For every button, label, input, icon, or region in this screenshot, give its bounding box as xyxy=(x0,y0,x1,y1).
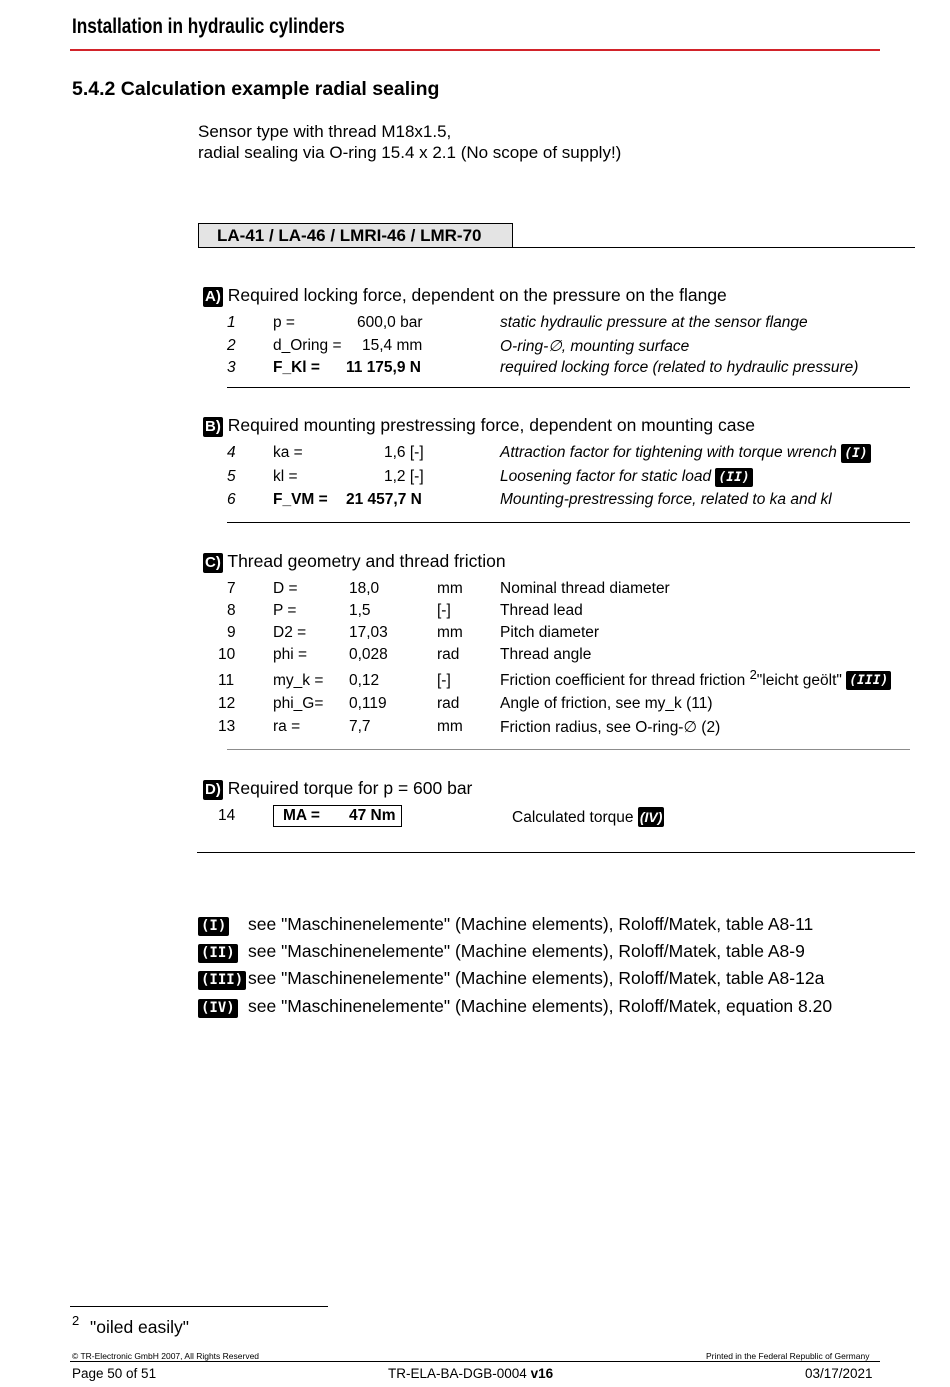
row-1-value: 600,0 bar xyxy=(357,314,423,331)
section-a-title: Required locking force, dependent on the pressure on the flange xyxy=(227,285,727,305)
row-10-description: Thread angle xyxy=(500,646,592,663)
row-7-symbol: D = xyxy=(273,580,298,597)
section-d-heading xyxy=(203,778,472,800)
row-3-symbol: F_Kl = xyxy=(273,359,320,376)
section-a-heading xyxy=(203,285,727,307)
section-c-title: Thread geometry and thread friction xyxy=(227,551,506,571)
section-b-title: Required mounting prestressing force, dependent on mounting case xyxy=(227,415,755,435)
section-c-rule xyxy=(227,749,910,750)
row-4-description: Attraction factor for tightening with torque wrench (I) xyxy=(500,444,871,463)
row-1-description: static hydraulic pressure at the sensor flange xyxy=(500,314,808,331)
section-b-badge: B) xyxy=(205,418,221,435)
row-4-value: 1,6 [-] xyxy=(384,444,424,461)
row-5-value: 1,2 [-] xyxy=(384,468,424,485)
row-11-description: Friction coefficient for thread friction 2"leicht geölt" (III) xyxy=(500,668,891,687)
row-8-number: 8 xyxy=(227,602,236,619)
row-6-description: Mounting-prestressing force, related to ka and kl xyxy=(500,491,832,508)
page-number: Page 50 of 51 xyxy=(72,1366,157,1381)
section-title: 5.4.2 Calculation example radial sealing xyxy=(72,78,440,100)
ref-tag-ii: (II) xyxy=(198,944,238,963)
header-divider xyxy=(70,49,880,51)
footer-divider xyxy=(70,1361,880,1362)
row-14-symbol: MA = xyxy=(283,807,320,824)
row-9-value: 17,03 xyxy=(349,624,388,641)
ref-ii-badge: (II) xyxy=(715,468,752,487)
reference-1-text: see "Maschinenelemente" (Machine elements), Roloff/Matek, table A8-11 xyxy=(248,914,814,934)
ref-tag-iv: (IV) xyxy=(198,999,238,1018)
row-7-description: Nominal thread diameter xyxy=(500,580,670,597)
reference-4-text: see "Maschinenelemente" (Machine elements), Roloff/Matek, equation 8.20 xyxy=(248,996,833,1016)
row-3-description: required locking force (related to hydraulic pressure) xyxy=(500,359,859,376)
intro-line-2: radial sealing via O-ring 15.4 x 2.1 (No scope of supply!) xyxy=(198,143,622,162)
row-6-value: 21 457,7 N xyxy=(346,491,422,508)
row-12-description: Angle of friction, see my_k (11) xyxy=(500,695,713,712)
ref-i-badge: (I) xyxy=(841,444,870,463)
section-d-title: Required torque for p = 600 bar xyxy=(227,778,473,798)
row-14-number: 14 xyxy=(218,807,236,824)
copyright: © TR-Electronic GmbH 2007, All Rights Reserved xyxy=(72,1351,260,1361)
row-13-number: 13 xyxy=(218,718,236,735)
footnote-number: 2 xyxy=(72,1313,80,1328)
row-6-number: 6 xyxy=(227,491,236,508)
row-7-unit: mm xyxy=(437,580,463,597)
row-9-symbol: D2 = xyxy=(273,624,307,641)
model-rule xyxy=(512,247,915,248)
row-10-value: 0,028 xyxy=(349,646,388,663)
ref-tag-iii: (III) xyxy=(198,971,246,990)
row-5-symbol: kl = xyxy=(273,468,298,485)
header-title: Installation in hydraulic cylinders xyxy=(72,15,345,38)
document-id: TR-ELA-BA-DGB-0004 v16 xyxy=(388,1366,554,1381)
row-5-number: 5 xyxy=(227,468,236,485)
row-11-number: 11 xyxy=(218,672,235,689)
row-2-number: 2 xyxy=(227,337,236,354)
row-5-description: Loosening factor for static load (II) xyxy=(500,468,753,487)
reference-3-text: see "Maschinenelemente" (Machine elements), Roloff/Matek, table A8-12a xyxy=(248,968,825,988)
section-a-rule xyxy=(227,387,910,388)
row-11-value: 0,12 xyxy=(349,672,380,689)
intro-line-1: Sensor type with thread M18x1.5, xyxy=(198,122,452,141)
row-12-value: 0,119 xyxy=(349,695,387,712)
row-3-number: 3 xyxy=(227,359,236,376)
section-d-rule xyxy=(197,852,915,853)
document-date: 03/17/2021 xyxy=(805,1366,873,1381)
row-12-symbol: phi_G= xyxy=(273,695,324,712)
document-version: v16 xyxy=(530,1366,554,1381)
row-11-unit: [-] xyxy=(437,672,451,689)
row-13-description: Friction radius, see O-ring-∅ (2) xyxy=(500,719,721,736)
footnote-text: "oiled easily" xyxy=(90,1317,190,1337)
section-b-heading xyxy=(203,415,755,437)
row-7-number: 7 xyxy=(227,580,236,597)
row-8-unit: [-] xyxy=(437,602,451,619)
row-4-symbol: ka = xyxy=(273,444,303,461)
section-b-rule xyxy=(227,522,910,523)
row-10-unit: rad xyxy=(437,646,460,663)
torque-result-box xyxy=(273,805,402,827)
row-9-description: Pitch diameter xyxy=(500,624,600,641)
row-12-unit: rad xyxy=(437,695,460,712)
ref-iii-badge: (III) xyxy=(846,671,891,690)
row-8-value: 1,5 xyxy=(349,602,371,619)
row-2-symbol: d_Oring = xyxy=(273,337,342,354)
ref-tag-i: (I) xyxy=(198,917,229,936)
row-1-symbol: p = xyxy=(273,314,295,331)
ref-iv-badge: (IV) xyxy=(639,809,663,825)
row-6-symbol: F_VM = xyxy=(273,491,328,508)
row-2-value: 15,4 mm xyxy=(362,337,423,354)
row-8-symbol: P = xyxy=(273,602,297,619)
model-tag: LA-41 / LA-46 / LMRI-46 / LMR-70 xyxy=(198,223,513,248)
row-14-value: 47 Nm xyxy=(349,807,396,824)
row-4-number: 4 xyxy=(227,444,236,461)
row-3-value: 11 175,9 N xyxy=(346,359,421,376)
footnote-ref: 2 xyxy=(749,667,757,682)
row-1-number: 1 xyxy=(227,314,236,331)
row-11-symbol: my_k = xyxy=(273,672,324,689)
section-d-badge: D) xyxy=(205,781,221,798)
row-13-value: 7,7 xyxy=(349,718,371,735)
row-13-unit: mm xyxy=(437,718,463,735)
section-a-badge: A) xyxy=(205,288,221,305)
reference-2-text: see "Maschinenelemente" (Machine elements), Roloff/Matek, table A8-9 xyxy=(248,941,805,961)
row-9-number: 9 xyxy=(227,624,236,641)
reference-1 xyxy=(198,914,229,936)
section-c-badge: C) xyxy=(205,554,221,571)
row-9-unit: mm xyxy=(437,624,463,641)
row-10-symbol: phi = xyxy=(273,646,308,663)
reference-2 xyxy=(198,941,238,963)
row-2-description: O-ring-∅, mounting surface xyxy=(500,338,690,355)
row-14-description: Calculated torque (IV) xyxy=(512,809,663,826)
row-8-description: Thread lead xyxy=(500,602,583,619)
diameter-symbol: ∅ xyxy=(548,338,562,355)
section-c-heading xyxy=(203,551,506,573)
row-10-number: 10 xyxy=(218,646,236,663)
reference-3 xyxy=(198,968,246,990)
row-7-value: 18,0 xyxy=(349,580,380,597)
row-12-number: 12 xyxy=(218,695,236,712)
reference-4 xyxy=(198,996,238,1018)
footnote-divider xyxy=(70,1306,328,1307)
diameter-symbol: ∅ xyxy=(683,719,697,736)
printed-in: Printed in the Federal Republic of Germany xyxy=(706,1351,870,1361)
row-13-symbol: ra = xyxy=(273,718,301,735)
